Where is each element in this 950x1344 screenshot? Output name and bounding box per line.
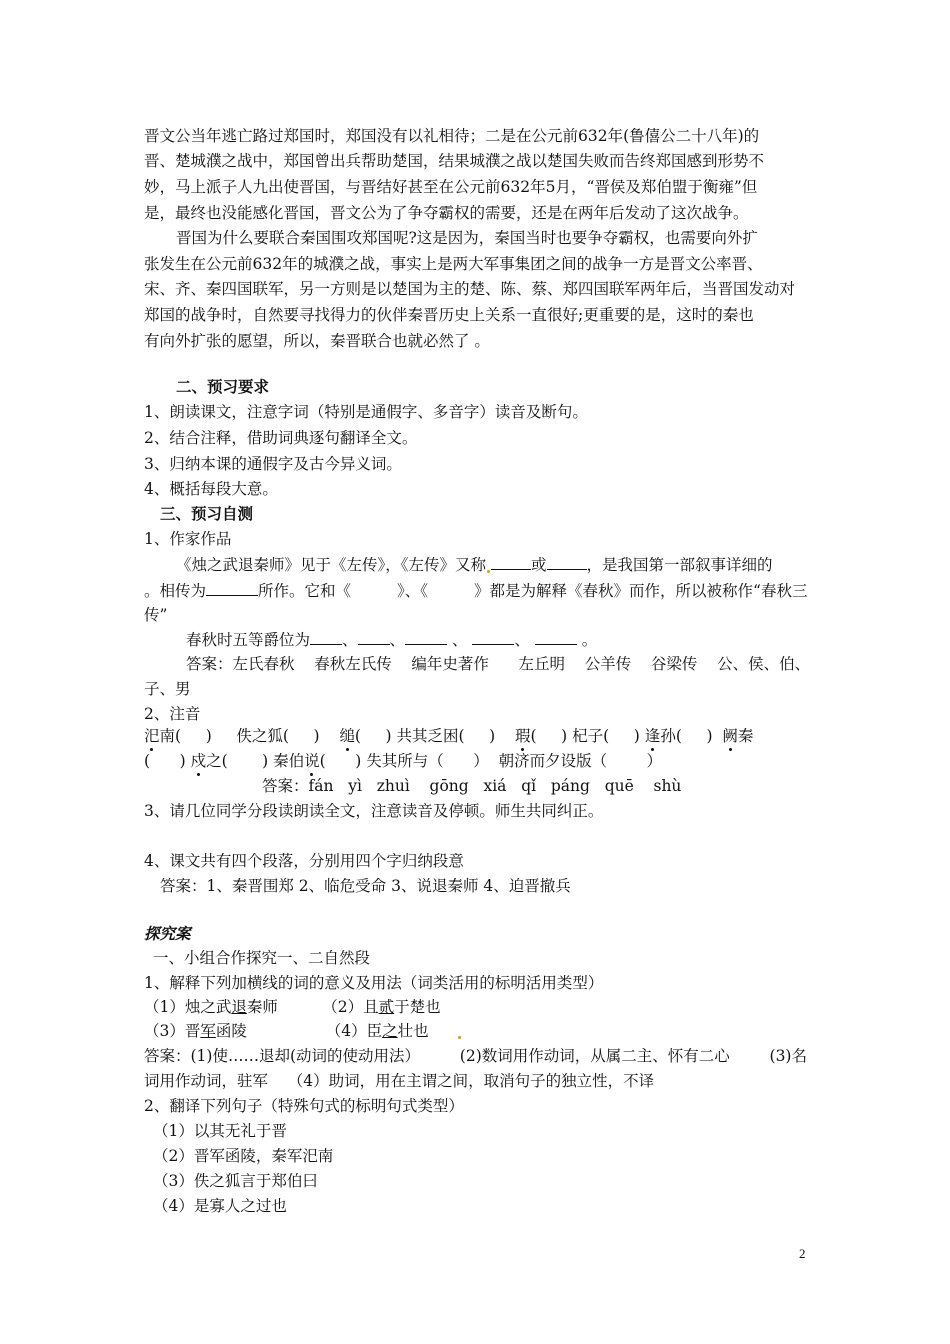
requirement-item: 1、朗读课文，注意字词（特别是通假字、多音字）读音及断句。 <box>144 403 588 421</box>
question-1-line-1: 《烛之武退秦师》见于《左传》，《左传》又称 或 ，是我国第一部叙事详细的 <box>176 556 773 574</box>
blank-field[interactable] <box>405 629 447 645</box>
requirement-item: 4、概括每段大意。 <box>144 480 278 498</box>
blank-field[interactable] <box>472 629 514 645</box>
explore-question-2-head: 2、翻译下列句子（特殊句式的标明句式类型） <box>144 1097 464 1115</box>
answer-line: 答案：左氏春秋 春秋左氏传 编年史著作 左丘明 公羊传 谷梁传 公、侯、伯、 <box>186 655 811 673</box>
question-1-line-3: 传” <box>144 606 168 624</box>
bg-line-4: 是，最终也没能感化晋国，晋文公为了争夺霸权的需要，还是在两年后发动了这次战争。 <box>144 204 749 222</box>
explore-answer-line-2: 词用作动词，驻军 （4）助词，用在主谓之间，取消句子的独立性，不译 <box>144 1072 655 1090</box>
explore-answer-line-1: 答案：(1)使……退却(动词的使动用法） (2)数词用作动词，从属二主、怀有二心 (3)名 <box>144 1047 807 1065</box>
page-number: 2 <box>799 1246 806 1261</box>
translate-item: （1）以其无礼于晋 <box>153 1122 287 1140</box>
blank-field[interactable] <box>358 629 390 645</box>
explore-question-1-head: 1、解释下列加横线的词的意义及用法（词类活用的标明活用类型） <box>144 974 604 992</box>
question-4-head: 4、课文共有四个段落，分别用四个字归纳段意 <box>144 852 464 870</box>
question-2-head: 2、注音 <box>144 705 201 723</box>
blank-field[interactable] <box>491 554 531 570</box>
requirement-item: 2、结合注释，借助词典逐句翻译全文。 <box>144 429 418 447</box>
highlight-mark <box>458 1036 461 1039</box>
bg-line-1: 晋文公当年逃亡路过郑国时，郑国没有以礼相待；二是在公元前632年(鲁僖公二十八年)的 <box>144 127 760 145</box>
bg-line-2: 晋、楚城濮之战中，郑国曾出兵帮助楚国，结果城濮之战以楚国失败而告终郑国感到形势不 <box>144 152 765 170</box>
requirement-item: 3、归纳本课的通假字及古今异义词。 <box>144 455 402 473</box>
rank-question-line: 春秋时五等爵位为 、 、 、 、 。 <box>186 631 598 649</box>
answer-line-continued: 子、男 <box>144 680 191 698</box>
bg-para2-line-2: 张发生在公元前632年的城濮之战，事实上是两大军事集团之间的战争一方是晋文公率晋、 <box>144 255 763 273</box>
blank-field[interactable] <box>535 629 577 645</box>
translate-item: （3）佚之狐言于郑伯曰 <box>153 1172 318 1190</box>
question-1-head: 1、作家作品 <box>144 530 232 548</box>
translate-item: （4）是寡人之过也 <box>153 1197 287 1215</box>
pinyin-row-2: ( ) 戍之( ) 秦伯说( ) 失其所与（ ） 朝济而夕设版（ ） <box>144 752 663 770</box>
section-title-preview-requirements: 二、预习要求 <box>176 377 270 396</box>
explore-items-row-2: （3）晋军函陵 （4）臣之壮也 <box>144 1021 462 1041</box>
bg-para2-line-3: 宋、齐、秦四国联军，另一方则是以楚国为主的楚、陈、蔡、郑四国联军两年后，当晋国发动对 <box>144 280 796 298</box>
pinyin-row-1: 汜南( ) 佚之狐( ) 缒( ) 共其乏困( ) 瑕( ) 杞子( ) 逢孙( ) 阙秦 <box>144 727 754 745</box>
explore-section-title: 探究案 <box>144 924 191 943</box>
blank-field[interactable] <box>206 580 258 596</box>
explore-subtitle: 一、小组合作探究一、二自然段 <box>153 949 371 967</box>
blank-field[interactable] <box>547 554 587 570</box>
bg-para2-line-5: 有向外扩张的愿望，所以，秦晋联合也就必然了 。 <box>144 332 490 350</box>
question-1-line-2: 。相传为 所作。它和《 》、《 》都是为解释《春秋》而作，所以被称作“春秋三 <box>144 582 808 600</box>
question-3: 3、请几位同学分段读朗读全文，注意读音及停顿。师生共同纠正。 <box>144 802 604 820</box>
bg-para2-line-1: 晋国为什么要联合秦国围攻郑国呢?这是因为，秦国当时也要争夺霸权，也需要向外扩 <box>176 229 758 247</box>
bg-line-3: 妙，马上派子人九出使晋国，与晋结好甚至在公元前632年5月，“晋侯及郑伯盟于衡雍”但 <box>144 178 758 196</box>
section-title-self-test: 三、预习自测 <box>160 504 254 523</box>
translate-item: （2）晋军函陵，秦军汜南 <box>153 1147 334 1165</box>
question-4-answer: 答案：1、秦晋围郑 2、临危受命 3、说退秦师 4、迫晋撤兵 <box>160 877 571 895</box>
highlight-mark <box>487 570 490 573</box>
bg-para2-line-4: 郑国的战争时，自然要寻找得力的伙伴秦晋历史上关系一直很好;更重要的是，这时的秦也 <box>144 306 754 324</box>
explore-items-row-1: （1）烛之武退秦师 （2）且贰于楚也 <box>144 998 441 1016</box>
pinyin-answer: 答案：fán yì zhuì gōng xiá qǐ páng quē shù <box>262 777 682 795</box>
blank-field[interactable] <box>310 629 342 645</box>
